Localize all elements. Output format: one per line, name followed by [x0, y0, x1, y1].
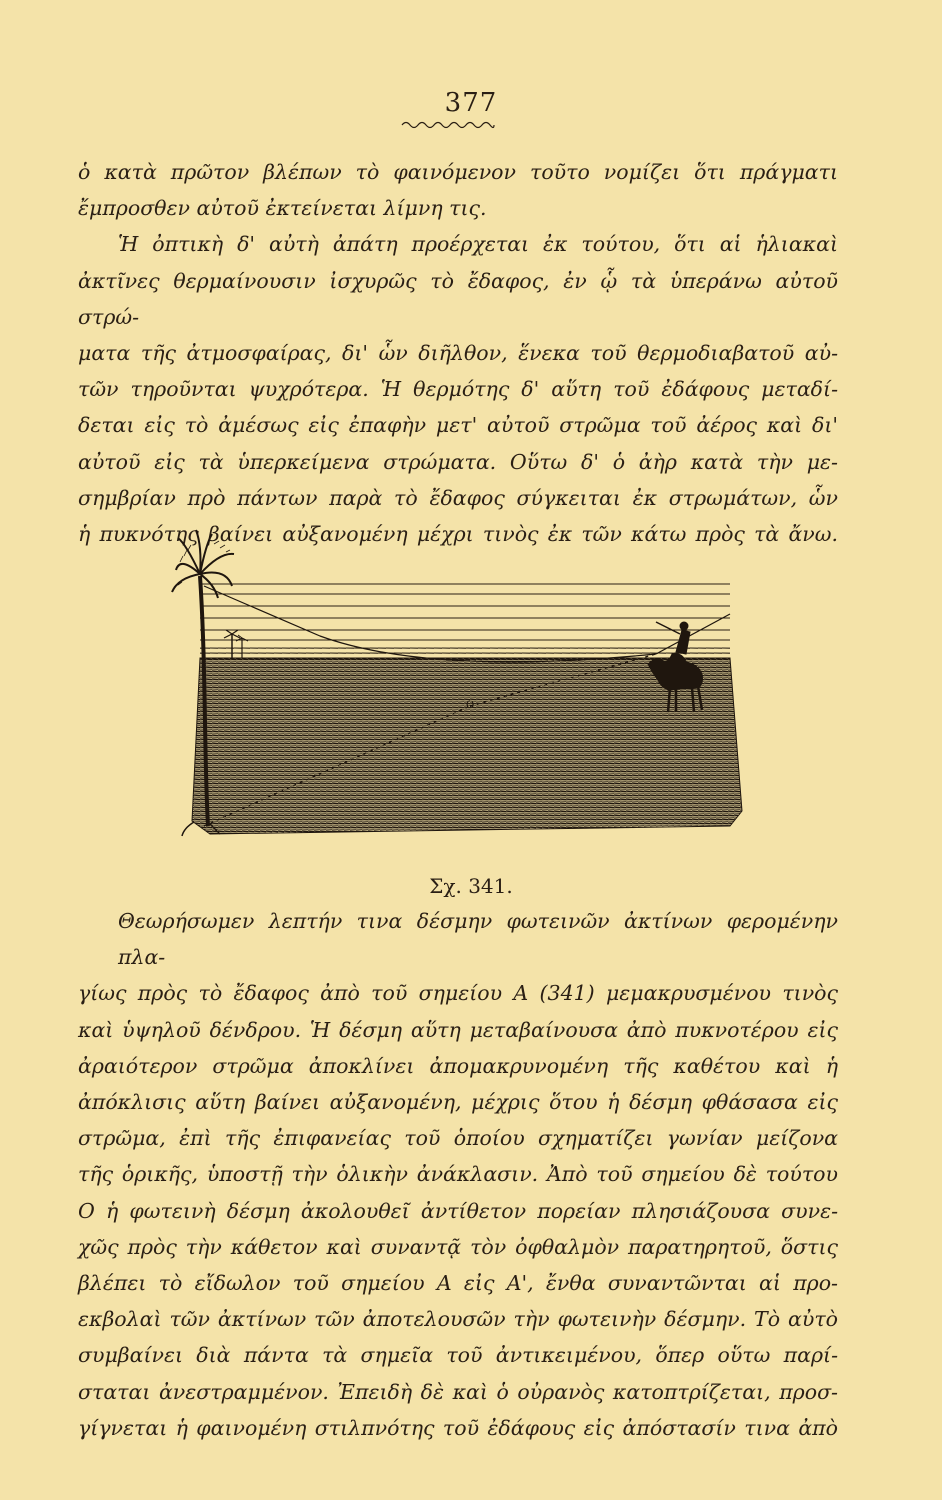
- text-line: βλέπει τὸ εἴδωλον τοῦ σημείου Α εἰς Α', ἔνθα συναντῶνται αἱ προ-: [78, 1271, 838, 1296]
- figure-label-o: O: [466, 700, 475, 711]
- text-line: σταται ἀνεστραμμένον. Ἐπειδὴ δὲ καὶ ὁ οὐρανὸς κατοπτρίζεται, προσ-: [78, 1379, 838, 1404]
- text-line: καὶ ὑψηλοῦ δένδρου. Ἡ δέσμη αὕτη μεταβαίνουσα ἀπὸ πυκνοτέρου εἰς: [78, 1017, 838, 1042]
- text-line: ὁ κατὰ πρῶτον βλέπων τὸ φαινόμενον τοῦτο νομίζει ὅτι πράγματι: [78, 160, 838, 184]
- text-line: ἀκτῖνες θερμαίνουσιν ἰσχυρῶς τὸ ἔδαφος, ἐν ᾧ τὰ ὑπεράνω αὐτοῦ στρώ-: [78, 268, 838, 329]
- text-line: στρῶμα, ἐπὶ τῆς ἐπιφανείας τοῦ ὁποίου σχηματίζει γωνίαν μείζονα: [78, 1126, 838, 1151]
- text-line: γίως πρὸς τὸ ἔδαφος ἀπὸ τοῦ σημείου Α (341) μεμακρυσμένου τινὸς: [78, 981, 838, 1006]
- text-line: εκβολαὶ τῶν ἀκτίνων τῶν ἀποτελουσῶν τὴν φωτεινὴν δέσμην. Τὸ αὐτὸ: [78, 1307, 838, 1332]
- paragraph-1: [78, 154, 838, 552]
- text-line: ἀραιότερον στρῶμα ἀποκλίνει ἀπομακρυνομένη τῆς καθέτου καὶ ἡ: [78, 1053, 838, 1078]
- text-line: αὐτοῦ εἰς τὰ ὑπερκείμενα στρώματα. Οὕτω δ' ὁ ἀὴρ κατὰ τὴν με-: [78, 449, 838, 474]
- text-line: ἔμπροσθεν αὐτοῦ ἐκτείνεται λίμνη τις.: [78, 196, 487, 221]
- text-line: συμβαίνει διὰ πάντα τὰ σημεῖα τοῦ ἀντικειμένου, ὅπερ οὕτω παρί-: [78, 1343, 838, 1368]
- page-number: 377: [444, 88, 498, 118]
- text-line: τῆς ὁρικῆς, ὑποστῇ τὴν ὁλικὴν ἀνάκλασιν. Ἀπὸ τοῦ σημείου δὲ τούτου: [78, 1162, 838, 1187]
- text-line: χῶς πρὸς τὴν κάθετον καὶ συναντᾷ τὸν ὀφθαλμὸν παρατηρητοῦ, ὅστις: [78, 1234, 838, 1259]
- text-line: ἡ πυκνότης βαίνει αὐξανομένη μέχρι τινὸς ἐκ τῶν κάτω πρὸς τὰ ἄνω.: [78, 522, 838, 547]
- text-line: Θεωρήσωμεν λεπτήν τινα δέσμην φωτεινῶν ἀκτίνων φερομένην πλα-: [118, 909, 838, 970]
- text-line: σημβρίαν πρὸ πάντων παρὰ τὸ ἔδαφος σύγκειται ἐκ στρωμάτων, ὧν: [78, 485, 838, 510]
- desert-ground: [192, 658, 742, 834]
- text-line: δεται εἰς τὸ ἀμέσως εἰς ἐπαφὴν μετ' αὐτοῦ στρῶμα τοῦ ἀέρος καὶ δι': [78, 413, 838, 438]
- mirage-engraving-figure: [170, 526, 745, 871]
- paragraph-2: [78, 903, 838, 1446]
- sky-lines: [200, 584, 730, 640]
- text-line: ἀπόκλισις αὕτη βαίνει αὐξανομένη, μέχρις ὅτου ἡ δέσμη φθάσασα εἰς: [78, 1090, 838, 1115]
- text-line: Ο ἡ φωτεινὴ δέσμη ἀκολουθεῖ ἀντίθετον πορείαν πλησιάζουσα συνε-: [78, 1198, 838, 1223]
- text-line: τῶν τηροῦνται ψυχρότερα. Ἡ θερμότης δ' αὕτη τοῦ ἐδάφους μεταδί-: [78, 377, 838, 402]
- figure-caption: Σχ. 341.: [429, 874, 513, 898]
- wavy-rule-ornament: [400, 118, 496, 132]
- horizon-band: [200, 644, 730, 658]
- text-line: γίγνεται ἡ φαινομένη στιλπνότης τοῦ ἐδάφους εἰς ἀπόστασίν τινα ἀπὸ: [78, 1415, 838, 1440]
- text-line: Ἡ ὀπτικὴ δ' αὐτὴ ἀπάτη προέρχεται ἐκ τούτου, ὅτι αἱ ἡλιακαὶ: [118, 232, 838, 257]
- text-line: ματα τῆς ἀτμοσφαίρας, δι' ὧν διῆλθον, ἕνεκα τοῦ θερμοδιαβατοῦ αὐ-: [78, 341, 838, 366]
